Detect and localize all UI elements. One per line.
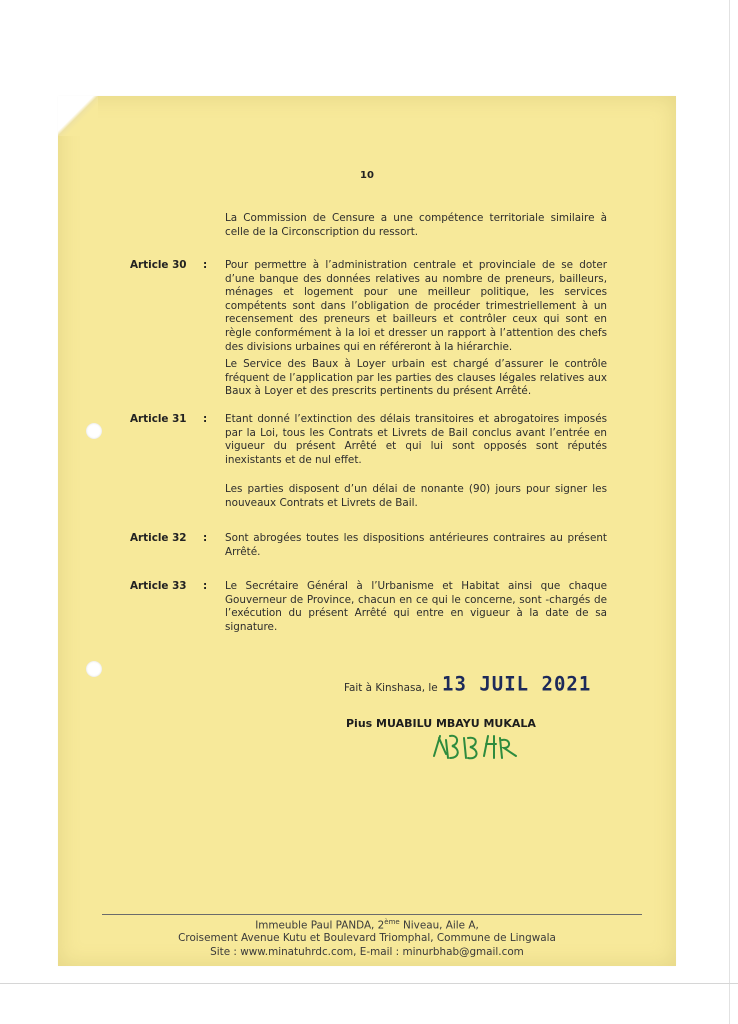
page-number: 10 [360,170,374,181]
document-page [58,96,676,966]
article-31-paragraph-2: Les parties disposent d’un délai de nonante (90) jours pour signer les nouveaux Contrats et Livrets de Bail. [225,483,607,509]
article-30-paragraph-1: Pour permettre à l’administration centrale et provinciale de se doter d’une banque des données relatives au nombre de preneurs, bailleurs, ménages et logement pour une meilleur politique, les services compétents sont dans l’obligation de procéder trimestriellement à un recensement des preneurs et bailleurs et contrôler ceux qui sont en règle conformément à la loi et dresser un rapport à l’attention des chefs des divisions urbaines qui en référeront à la hiérarchie. [225,259,607,353]
article-32-colon: : [203,532,208,544]
footer-address-line-2: Croisement Avenue Kutu et Boulevard Triomphal, Commune de Lingwala [178,932,556,944]
article-30-colon: : [203,259,208,271]
handwritten-signature [430,730,526,762]
article-32-label: Article 32 [130,532,187,544]
article-31-colon: : [203,413,208,425]
page-corner-fold [58,96,98,136]
article-33-paragraph: Le Secrétaire Général à l’Urbanisme et Habitat ainsi que chaque Gouverneur de Province, chacun en ce qui le concerne, sont -chargés de l’exécution du présent Arrêté qui entre en vigueur à la date de sa signature. [225,580,607,633]
article-30-label: Article 30 [130,259,187,271]
intro-paragraph: La Commission de Censure a une compétence territoriale similaire à celle de la Circonscription du ressort. [225,212,607,238]
signatory-name: Pius MUABILU MBAYU MUKALA [346,717,536,730]
article-31-paragraph-1: Etant donné l’extinction des délais transitoires et abrogatoires imposés par la Loi, tous les Contrats et Livrets de Bail conclus avant l’entrée en vigueur du présent Arrêté et qui lui sont opposés sont réputés inexistants et de nul effet. [225,413,607,466]
article-33-label: Article 33 [130,580,187,592]
date-stamp: 13 JUIL 2021 [442,672,592,696]
article-32-paragraph: Sont abrogées toutes les dispositions antérieures contraires au présent Arrêté. [225,532,607,558]
punch-hole [86,661,102,677]
viewer-divider [0,983,738,984]
article-31-label: Article 31 [130,413,187,425]
punch-hole [86,423,102,439]
footer-rule [102,914,642,915]
viewer-edge [729,0,730,1024]
footer-contact-line: Site : www.minatuhrdc.com, E-mail : minurbhab@gmail.com [210,946,524,958]
article-33-colon: : [203,580,208,592]
footer-address-line-1: Immeuble Paul PANDA, 2ème Niveau, Aile A, [255,918,479,932]
article-30-paragraph-2: Le Service des Baux à Loyer urbain est chargé d’assurer le contrôle fréquent de l’application par les parties des clauses légales relatives aux Baux à Loyer et des prescrits pertinents du présent Arrêté. [225,358,607,398]
place-date-text: Fait à Kinshasa, le [344,682,438,694]
